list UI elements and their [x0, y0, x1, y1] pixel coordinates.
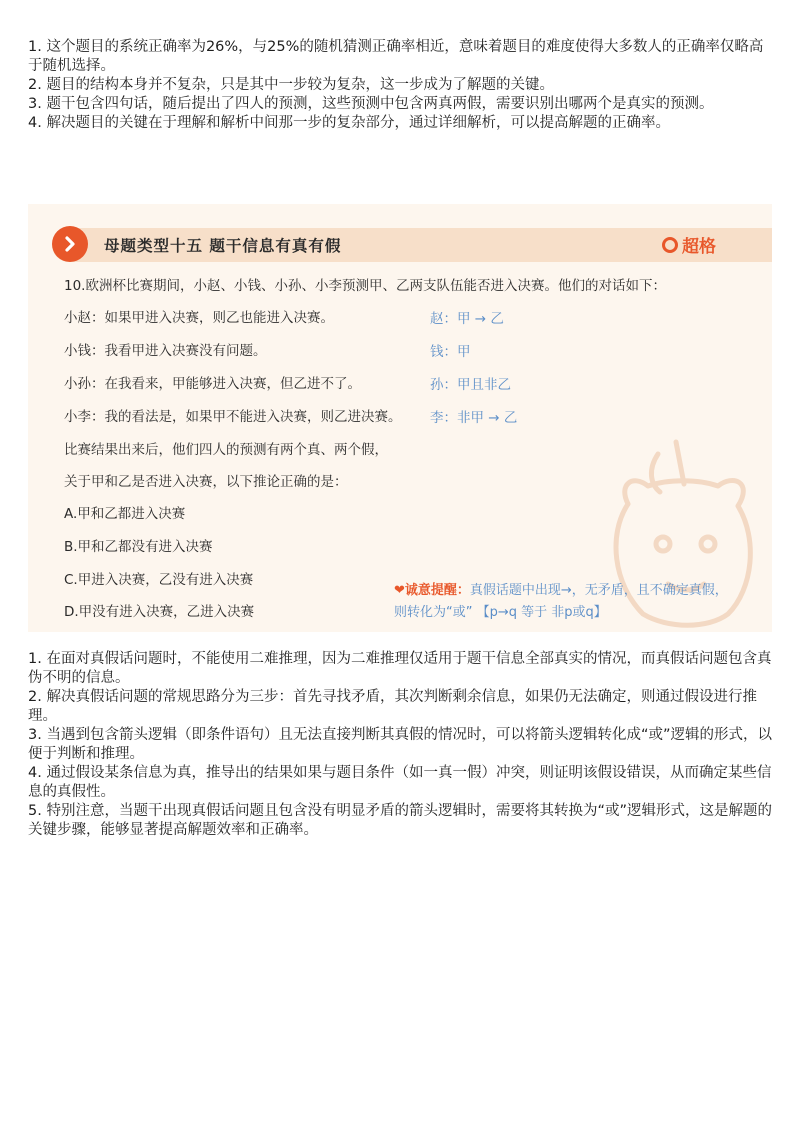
annotation-zhao: 赵：甲 → 乙 [430, 311, 504, 327]
intro-notes [28, 38, 772, 133]
note-item: 5. 特别注意，当题干出现真假话问题且包含没有明显矛盾的箭头逻辑时，需要将其转换为“或”逻辑形式，这是解题的关键步骤，能够显著提高解题效率和正确率。 [28, 803, 772, 838]
note-item: 1. 在面对真假话问题时，不能使用二难推理，因为二难推理仅适用于题干信息全部真实的情况，而真假话问题包含真伪不明的信息。 [28, 651, 772, 686]
statement-sun: 小孙：在我看来，甲能够进入决赛，但乙进不了。 [64, 376, 361, 392]
condition-line: 比赛结果出来后，他们四人的预测有两个真、两个假， [64, 442, 388, 458]
tip-formula: 【p→q 等于 非p或q】 [476, 605, 607, 620]
brand-g-icon [662, 237, 678, 253]
summary-notes [28, 650, 772, 840]
question-stem: 10.欧洲杯比赛期间，小赵、小钱、小孙、小李预测甲、乙两支队伍能否进入决赛。他们的对话如下： [64, 278, 666, 294]
annotation-qian: 钱：甲 [430, 344, 471, 360]
tip-text: 真假话题中出现→，无矛盾，且不确定真假， [469, 583, 728, 598]
tip-text: 则转化为“或” [394, 605, 473, 620]
note-item: 4. 通过假设某条信息为真，推导出的结果如果与题目条件（如一真一假）冲突，则证明该假设错误，从而确定某些信息的真假性。 [28, 765, 772, 800]
statement-qian: 小钱：我看甲进入决赛没有问题。 [64, 343, 267, 359]
option-d: D.甲没有进入决赛，乙进入决赛 [64, 604, 255, 620]
intro-item: 2. 题目的结构本身并不复杂，只是其中一步较为复杂，这一步成为了解题的关键。 [28, 77, 554, 93]
note-item: 3. 当遇到包含箭头逻辑（即条件语句）且无法直接判断其真假的情况时，可以将箭头逻辑转化成“或”逻辑的形式，以便于判断和推理。 [28, 727, 772, 762]
annotation-sun: 孙：甲且非乙 [430, 377, 511, 393]
option-a: A.甲和乙都进入决赛 [64, 506, 186, 522]
statement-zhao: 小赵：如果甲进入决赛，则乙也能进入决赛。 [64, 310, 334, 326]
note-item: 2. 解决真假话问题的常规思路分为三步：首先寻找矛盾，其次判断剩余信息，如果仍无法确定，则通过假设进行推理。 [28, 689, 757, 724]
statement-li: 小李：我的看法是，如果甲不能进入决赛，则乙进决赛。 [64, 409, 402, 425]
annotation-li: 李：非甲 → 乙 [430, 410, 518, 426]
intro-item: 3. 题干包含四句话，随后提出了四人的预测，这些预测中包含两真两假，需要识别出哪两个是真实的预测。 [28, 96, 714, 112]
brand-logo [662, 232, 716, 257]
card-title: 母题类型十五 题干信息有真有假 [104, 237, 342, 255]
intro-item: 4. 解决题目的关键在于理解和解析中间那一步的复杂部分，通过详细解析，可以提高解题的正确率。 [28, 115, 670, 131]
condition-line: 关于甲和乙是否进入决赛，以下推论正确的是： [64, 474, 348, 490]
tip-heading: ❤诚意提醒： [394, 583, 470, 598]
brand-name: 超格 [682, 237, 716, 257]
question-card-image [28, 204, 772, 632]
option-c: C.甲进入决赛，乙没有进入决赛 [64, 572, 254, 588]
intro-item: 1. 这个题目的系统正确率为26%，与25%的随机猜测正确率相近，意味着题目的难度使得大多数人的正确率仅略高于随机选择。 [28, 39, 764, 74]
option-b: B.甲和乙都没有进入决赛 [64, 539, 213, 555]
chevron-right-icon [52, 226, 88, 262]
tip-box [394, 580, 764, 624]
